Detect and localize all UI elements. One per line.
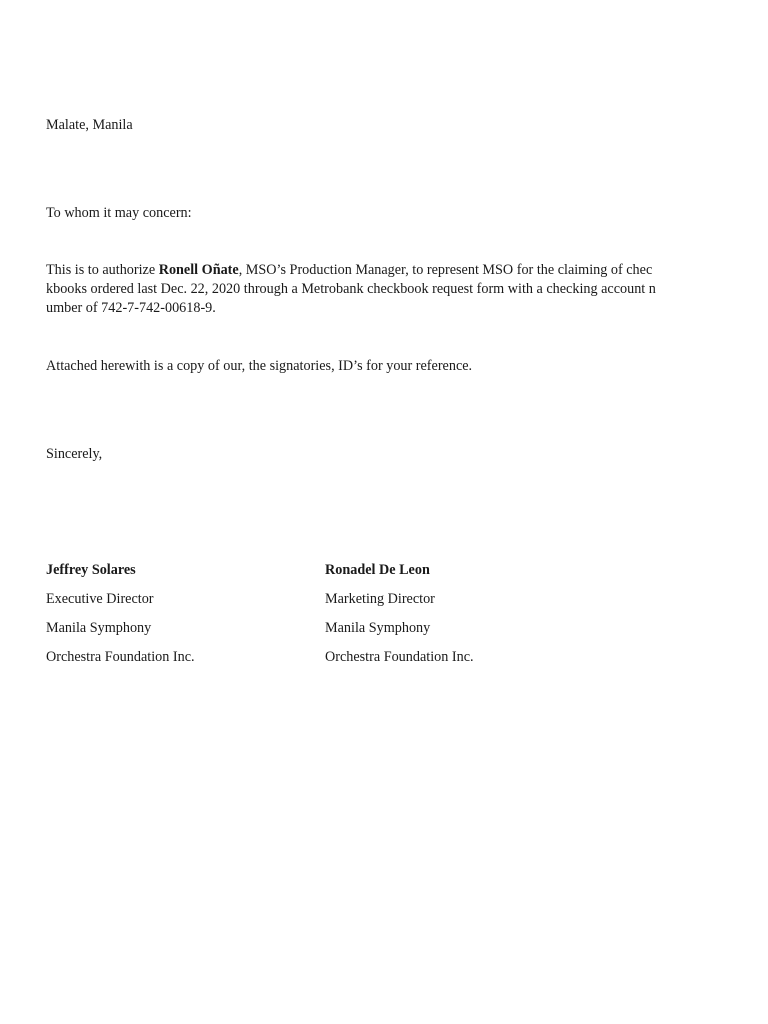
letter-closing: Sincerely, [46, 446, 103, 462]
signatory-block-2 [325, 561, 474, 677]
letter-location: Malate, Manila [46, 117, 133, 133]
body-line-3: umber of 742-7-742-00618-9. [46, 300, 216, 316]
authorized-person-name: Ronell Oñate [158, 262, 239, 278]
signatory-name: Ronadel De Leon [325, 562, 430, 578]
signatory-title: Executive Director [46, 591, 154, 607]
signatory-org-line-1: Manila Symphony [325, 620, 431, 636]
attachment-note: Attached herewith is a copy of our, the signatories, ID’s for your reference. [46, 358, 473, 374]
body-line-1-prefix: This is to authorize [46, 262, 159, 278]
body-line-1 [46, 261, 726, 280]
signatory-org-line-2: Orchestra Foundation Inc. [46, 649, 195, 665]
letter-salutation: To whom it may concern: [46, 205, 192, 221]
signatory-title: Marketing Director [325, 591, 435, 607]
signatory-org-line-2: Orchestra Foundation Inc. [325, 649, 474, 665]
signatory-org-line-1: Manila Symphony [46, 620, 152, 636]
signatory-block-1 [46, 561, 195, 677]
signatory-name: Jeffrey Solares [46, 562, 136, 578]
body-line-2: kbooks ordered last Dec. 22, 2020 through a Metrobank checkbook request form with a checking account n [46, 281, 656, 297]
body-line-1-suffix: , MSO’s Production Manager, to represent MSO for the claiming of chec [238, 262, 653, 278]
letter-body-paragraph [46, 261, 726, 318]
